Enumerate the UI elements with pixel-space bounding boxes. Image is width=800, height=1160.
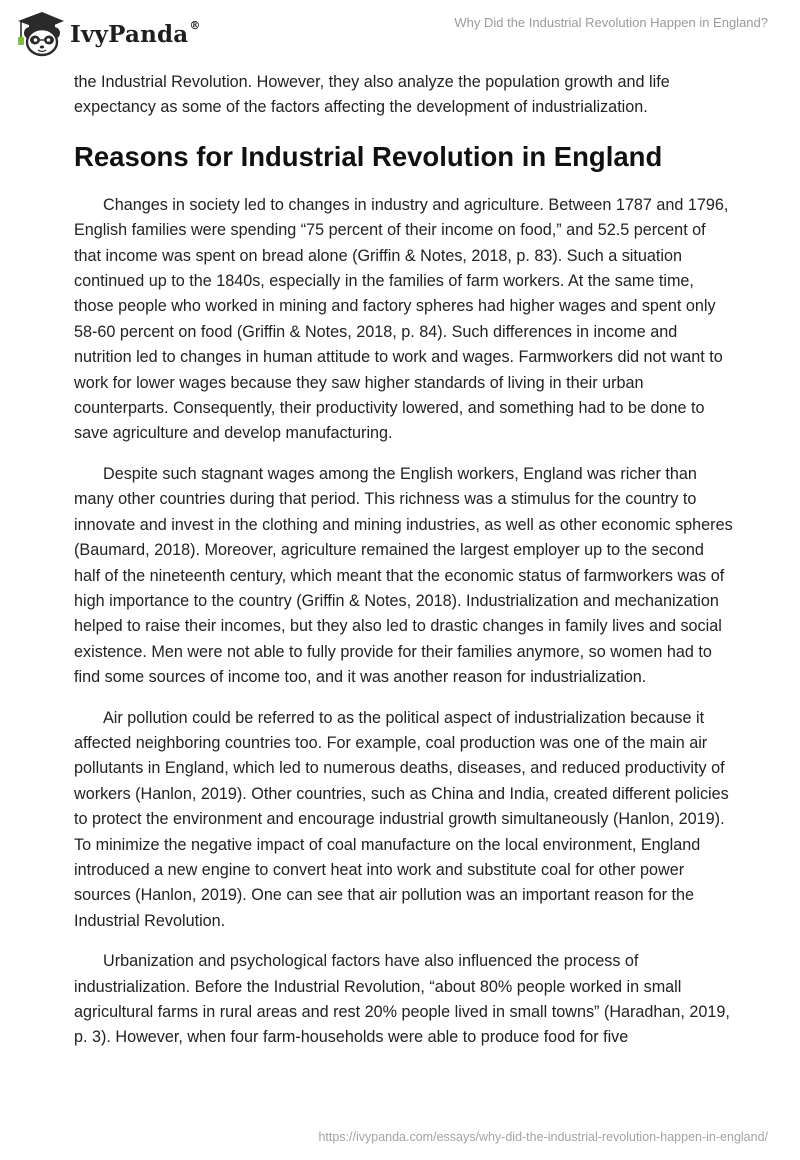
source-url[interactable]: https://ivypanda.com/essays/why-did-the-industrial-revolution-happen-in-england/: [318, 1130, 768, 1144]
panda-graduate-icon: [14, 8, 66, 58]
paragraph-air-pollution: Air pollution could be referred to as the political aspect of industrialization because it affected neighboring countries too. For example, coal production was one of the main air pollutants in England, which led to numerous deaths, diseases, and reduced productivity of workers (Hanlon, 2019). Other countries, such as China and India, created different policies to protect the environment and encourage industrial growth simultaneously (Hanlon, 2019). To minimize the negative impact of coal manufacture on the local environment, England introduced a new engine to convert heat into work and substitute coal for other power sources (Hanlon, 2019). One can see that air pollution was an important reason for the Industrial Revolution.: [74, 708, 729, 930]
page-header: [0, 0, 800, 64]
document-title: Why Did the Industrial Revolution Happen in England?: [454, 15, 768, 30]
article-body: [74, 70, 734, 1066]
paragraph-society-changes: Changes in society led to changes in industry and agriculture. Between 1787 and 1796, English families were spending “75 percent of their income on food,” and 52.5 percent of that income was spent on bread alone (Griffin & Notes, 2018, p. 83). Such a situation continued up to the 1840s, especially in the families of farm workers. At the same time, those people who worked in mining and factory spheres had higher wages and spent only 58-60 percent on food (Griffin & Notes, 2018, p. 84). Such differences in income and nutrition led to changes in human attitude to work and wages. Farmworkers did not want to work for lower wages because they saw higher standards of living in their urban counterparts. Consequently, their productivity lowered, and something had to be done to save agriculture and develop manufacturing.: [74, 195, 729, 443]
paragraph-stagnant-wages: Despite such stagnant wages among the English workers, England was richer than many other countries during that period. This richness was a stimulus for the country to innovate and invest in the clothing and mining industries, as well as other economic spheres (Baumard, 2018). Moreover, agriculture remained the largest employer up to the second half of the nineteenth century, which meant that the economic status of farmworkers was of high importance to the country (Griffin & Notes, 2018). Industrialization and mechanization helped to raise their incomes, but they also led to drastic changes in family lives and social existence. Men were not able to fully provide for their families anymore, so women had to find some sources of income too, and it was another reason for industrialization.: [74, 464, 733, 687]
paragraph-urbanization: Urbanization and psychological factors have also influenced the process of industrialization. Before the Industrial Revolution, “about 80% people worked in small agricultural farms in rural areas and rest 20% people lived in small towns” (Haradhan, 2019, p. 3). However, when four farm-households were able to produce food for five: [74, 952, 730, 1047]
registered-mark: ®: [189, 18, 201, 32]
section-heading: Reasons for Industrial Revolution in England: [74, 140, 663, 172]
brand-name: IvyPanda®: [70, 18, 201, 48]
brand-logo[interactable]: [14, 8, 201, 58]
intro-continuation-paragraph: the Industrial Revolution. However, they also analyze the population growth and life expectancy as some of the factors affecting the development of industrialization.: [74, 73, 670, 117]
